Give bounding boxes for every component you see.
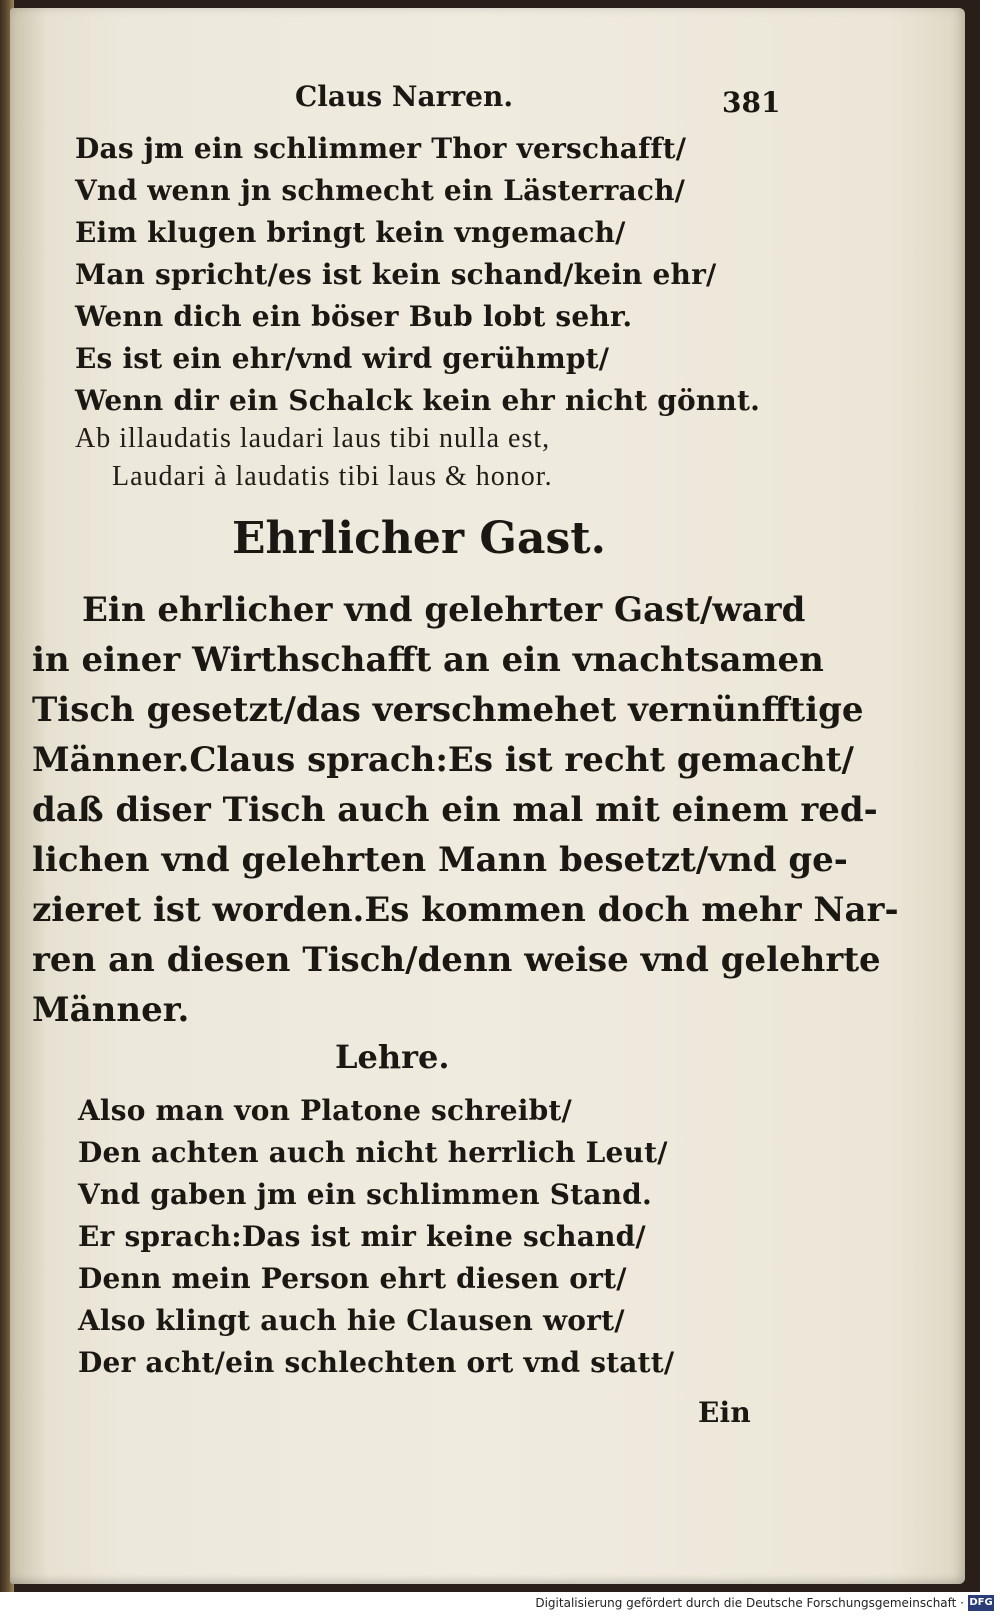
- verse-line: Denn mein Person ehrt diesen ort/: [78, 1262, 627, 1295]
- latin-line: Laudari à laudatis tibi laus & honor.: [112, 461, 553, 492]
- verse-line: Eim klugen bringt kein vngemach/: [75, 216, 626, 249]
- prose-line: in einer Wirthschafft an ein vnachtsamen: [32, 640, 824, 680]
- verse-line: Man spricht/es ist kein schand/kein ehr/: [75, 258, 717, 291]
- prose-line: Tisch gesetzt/das verschmehet vernünfftige: [32, 690, 864, 730]
- dfg-logo: DFG: [968, 1595, 994, 1611]
- verse-line: Vnd gaben jm ein schlimmen Stand.: [78, 1178, 652, 1211]
- verse-line: Es ist ein ehr/vnd wird gerühmpt/: [75, 342, 610, 375]
- latin-line: Ab illaudatis laudari laus tibi nulla est,: [75, 423, 551, 454]
- verse-line: Er sprach:Das ist mir keine schand/: [78, 1220, 646, 1253]
- footer-credit: Digitalisierung gefördert durch die Deutsche Forschungsgemeinschaft ·: [535, 1596, 964, 1610]
- lesson-title: Lehre.: [335, 1038, 450, 1076]
- prose-line: zieret ist worden.Es kommen doch mehr Nar-: [32, 890, 899, 930]
- verse-line: Das jm ein schlimmer Thor verschafft/: [75, 132, 687, 165]
- page-paper: [10, 8, 965, 1584]
- prose-line: ren an diesen Tisch/denn weise vnd gelehrte: [32, 940, 881, 980]
- prose-line: Ein ehrlicher vnd gelehrter Gast/ward: [82, 590, 806, 630]
- verse-line: Den achten auch nicht herrlich Leut/: [78, 1136, 668, 1169]
- catchword: Ein: [698, 1396, 751, 1429]
- running-head: Claus Narren.: [295, 80, 514, 113]
- verse-line: Wenn dir ein Schalck kein ehr nicht gönnt.: [75, 384, 761, 417]
- footer-bar: [0, 1592, 1000, 1617]
- page-number: 381: [722, 86, 781, 119]
- verse-line: Also man von Platone schreibt/: [78, 1094, 572, 1127]
- prose-line: lichen vnd gelehrten Mann besetzt/vnd ge-: [32, 840, 848, 880]
- prose-line: Männer.: [32, 990, 190, 1030]
- section-title: Ehrlicher Gast.: [232, 513, 606, 564]
- verse-line: Vnd wenn jn schmecht ein Lästerrach/: [75, 174, 686, 207]
- verse-line: Der acht/ein schlechten ort vnd statt/: [78, 1346, 675, 1379]
- prose-line: Männer.Claus sprach:Es ist recht gemacht/: [32, 740, 854, 780]
- verse-line: Also klingt auch hie Clausen wort/: [78, 1304, 625, 1337]
- verse-line: Wenn dich ein böser Bub lobt sehr.: [75, 300, 633, 333]
- prose-line: daß diser Tisch auch ein mal mit einem red-: [32, 790, 878, 830]
